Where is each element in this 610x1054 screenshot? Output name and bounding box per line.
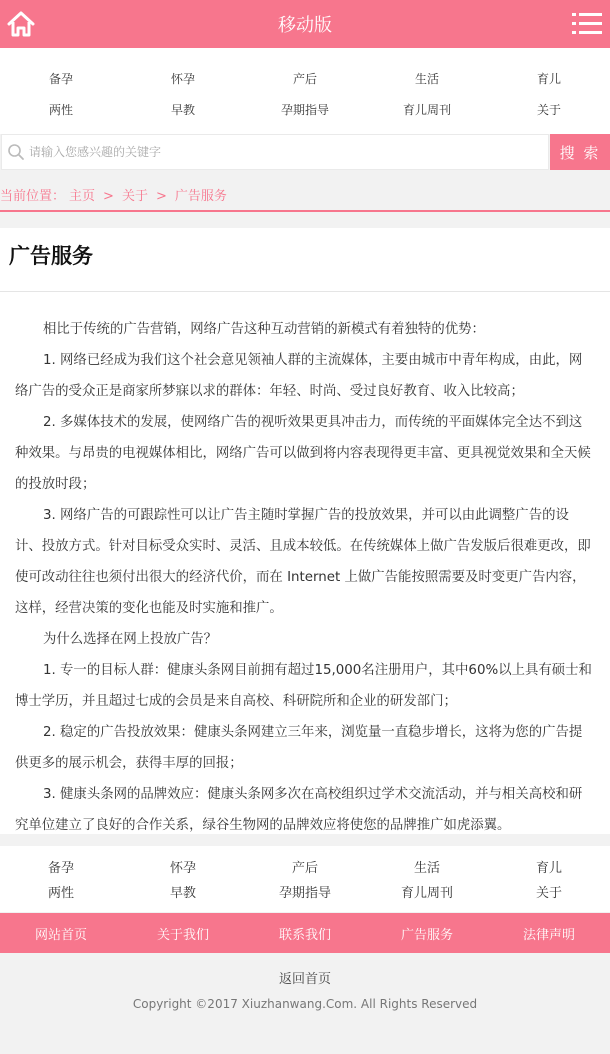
- search-box: [1, 134, 549, 170]
- footer-nav-item[interactable]: 孕期指导: [278, 886, 331, 901]
- search-input[interactable]: [27, 144, 531, 160]
- footer-link-legal[interactable]: 法律声明: [522, 927, 575, 943]
- nav-row-2: [0, 94, 610, 125]
- page-title: 移动版: [278, 15, 332, 36]
- title-divider: [0, 291, 610, 292]
- home-icon[interactable]: [5, 8, 37, 40]
- footer-nav-item[interactable]: 育儿: [535, 861, 562, 876]
- article-paragraph: 1. 网络已经成为我们这个社会意见领袖人群的主流媒体，主要由城市中青年构成，由此，网络广告的受众正是商家所梦寐以求的群体：年轻、时尚、受过良好教育、收入比较高；: [15, 353, 583, 399]
- footer-nav-row-2: [0, 879, 610, 904]
- search-icon: [7, 143, 25, 161]
- footer-link-home[interactable]: 网站首页: [34, 927, 87, 943]
- article-paragraph: 2. 稳定的广告投放效果：健康头条网建立三年来，浏览量一直稳步增长，这将为您的广告提供更多的展示机会，获得丰厚的回报；: [15, 725, 583, 771]
- nav-item[interactable]: 产后: [292, 72, 317, 86]
- nav-item[interactable]: 育儿周刊: [402, 103, 451, 117]
- footer-link-ads[interactable]: 广告服务: [400, 927, 453, 943]
- footer-link-about[interactable]: 关于我们: [156, 927, 209, 943]
- footer-link-contact[interactable]: 联系我们: [278, 927, 331, 943]
- nav-item[interactable]: 怀孕: [170, 72, 195, 86]
- article-paragraph: 3. 网络广告的可跟踪性可以让广告主随时掌握广告的投放效果，并可以由此调整广告的设计、投放方式。针对目标受众实时、灵活、且成本较低。在传统媒体上做广告发版后很难更改，即使可改动往往也须付出很大的经济代价，而在 Internet 上做广告能按照需要及时变更广告内容，这样，经营决策的变化也能及时实施和推广。: [15, 508, 591, 616]
- article-paragraph: 3. 健康头条网的品牌效应：健康头条网多次在高校组织过学术交流活动，并与相关高校和研究单位建立了良好的合作关系，绿谷生物网的品牌效应将使您的品牌推广如虎添翼。: [15, 787, 583, 833]
- nav-item[interactable]: 两性: [48, 103, 73, 117]
- nav-row-1: [0, 63, 610, 94]
- article-paragraph: 1. 专一的目标人群：健康头条网目前拥有超过15,000名注册用户，其中60%以上具有硕士和博士学历，并且超过七成的会员是来自高校、科研院所和企业的研发部门；: [15, 663, 592, 709]
- article-title: 广告服务: [9, 244, 93, 268]
- nav-item[interactable]: 早教: [170, 103, 195, 117]
- back-home-link[interactable]: 返回首页: [278, 972, 331, 987]
- top-bar: [0, 0, 610, 48]
- footer-nav-item[interactable]: 早教: [169, 886, 196, 901]
- footer-nav-row-1: [0, 854, 610, 879]
- nav-item[interactable]: 备孕: [48, 72, 73, 86]
- breadcrumb: [0, 185, 231, 204]
- article-paragraph: 相比于传统的广告营销，网络广告这种互动营销的新模式有着独特的优势：: [43, 322, 485, 337]
- search-button[interactable]: 搜 索: [550, 134, 610, 170]
- article-body: [15, 314, 595, 841]
- breadcrumb-link-about[interactable]: 关于: [121, 189, 148, 204]
- footer-links-bar: [0, 913, 610, 953]
- nav-item[interactable]: 孕期指导: [280, 103, 329, 117]
- footer-nav-item[interactable]: 关于: [535, 886, 562, 901]
- copyright: Copyright ©2017 Xiuzhanwang.Com. All Rights Reserved: [132, 997, 478, 1011]
- breadcrumb-separator: >: [103, 189, 114, 204]
- nav-item[interactable]: 育儿: [536, 72, 561, 86]
- breadcrumb-link-home[interactable]: 主页: [69, 189, 96, 204]
- article: [0, 228, 610, 834]
- breadcrumb-current[interactable]: 广告服务: [174, 189, 227, 204]
- footer-category-nav: [0, 846, 610, 912]
- footer: [0, 968, 610, 1012]
- footer-nav-item[interactable]: 怀孕: [169, 861, 196, 876]
- nav-item[interactable]: 生活: [414, 72, 439, 86]
- footer-nav-item[interactable]: 育儿周刊: [400, 886, 453, 901]
- nav-item[interactable]: 关于: [536, 103, 561, 117]
- article-paragraph: 为什么选择在网上投放广告？: [43, 632, 218, 647]
- footer-nav-item[interactable]: 产后: [291, 861, 318, 876]
- article-paragraph: 2. 多媒体技术的发展，使网络广告的视听效果更具冲击力，而传统的平面媒体完全达不到这种效果。与昂贵的电视媒体相比，网络广告可以做到将内容表现得更丰富、更具视觉效果和全天候的投放时段；: [15, 415, 591, 492]
- breadcrumb-separator: >: [155, 189, 167, 204]
- footer-nav-item[interactable]: 备孕: [47, 861, 74, 876]
- category-nav: [0, 48, 610, 134]
- divider: [0, 210, 610, 212]
- menu-icon[interactable]: [572, 12, 602, 36]
- footer-nav-item[interactable]: 生活: [413, 861, 440, 876]
- breadcrumb-prefix: 当前位置：: [0, 189, 66, 204]
- footer-nav-item[interactable]: 两性: [47, 886, 74, 901]
- search-bar: [0, 134, 610, 184]
